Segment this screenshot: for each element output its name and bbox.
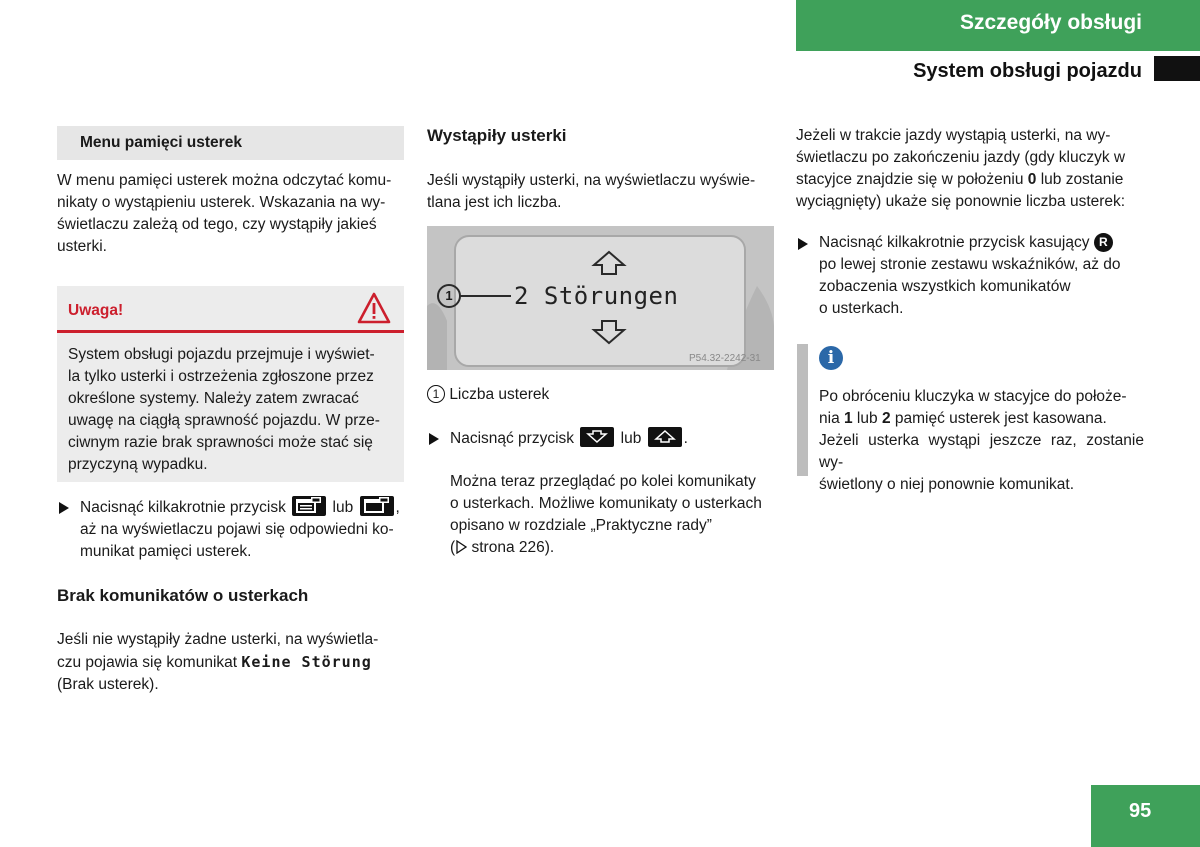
step-text: ,: [395, 499, 400, 516]
text-line: przyczyną wypadku.: [68, 456, 208, 473]
faults-intro: [427, 170, 774, 214]
reset-button-icon: R: [1094, 233, 1113, 252]
page-reference-arrow-icon: [455, 540, 467, 554]
text-line: świetlony o niej ponownie komunikat.: [819, 476, 1075, 493]
chapter-title: System obsługi pojazdu: [913, 60, 1142, 82]
no-faults-paragraph: [57, 629, 404, 696]
step-text: Nacisnąć kilkakrotnie przycisk kasujący: [819, 234, 1090, 251]
text-line: określone systemy. Należy zatem zwracać: [68, 390, 359, 407]
key-position: 1: [844, 410, 853, 427]
step-text: Nacisnąć przycisk: [450, 430, 575, 447]
figure-reference: P54.32-2242-31: [689, 353, 761, 364]
text-line: la tylko usterki i ostrzeżenia zgłoszone przez: [68, 368, 374, 385]
text-line: stacyjce znajdzie się w położeniu: [796, 171, 1028, 188]
info-icon: i: [819, 346, 843, 370]
text-line: (Brak usterek).: [57, 676, 159, 693]
section-tab: Szczegóły obsługi: [796, 0, 1200, 51]
text-line: [819, 408, 1144, 430]
text-line: [80, 496, 404, 519]
text-line: [819, 232, 1144, 254]
step-text: lub: [332, 499, 354, 516]
key-position: 2: [881, 410, 891, 427]
menu-heading: Menu pamięci usterek: [57, 126, 404, 160]
step-instruction: [819, 232, 1144, 320]
page-reference-link[interactable]: strona 226).: [471, 539, 555, 556]
text-line: świetlaczu po zakończeniu jazdy (gdy kluczyk w: [796, 149, 1126, 166]
chapter-marker: [1154, 56, 1200, 81]
text-line: nia: [819, 410, 844, 427]
warning-box: [57, 286, 404, 482]
text-line: Jeśli wystąpiły usterki, na wyświetlaczu wyświe-: [427, 172, 756, 189]
callout-number: 1: [445, 288, 453, 303]
text-line: Można teraz przeglądać po kolei komunikaty: [450, 473, 756, 490]
text-line: [796, 169, 1144, 191]
figure-legend: [427, 384, 774, 406]
step-bullet-icon: [429, 433, 439, 445]
text-line: opisano w rozdziale „Praktyczne rady”: [450, 517, 712, 534]
section-heading: Brak komunikatów o usterkach: [57, 586, 309, 605]
arrow-up-button-icon: [648, 427, 682, 447]
text-line: Jeśli nie wystąpiły żadne usterki, na wyświetla-: [57, 631, 379, 648]
step-text: Nacisnąć kilkakrotnie przycisk: [80, 499, 286, 516]
step-instruction: [80, 496, 404, 563]
legend-text: Liczba usterek: [449, 386, 550, 403]
text-line: uwagę na ciągłą sprawność pojazdu. W prze-: [68, 412, 380, 429]
text-line: zobaczenia wszystkich komunikatów: [819, 278, 1071, 295]
text-line: pamięć usterek jest kasowana.: [890, 410, 1107, 427]
display-message-code: Keine Störung: [241, 653, 372, 671]
text-line: [57, 651, 404, 674]
info-note: [819, 386, 1144, 496]
text-line: aż na wyświetlaczu pojawi się odpowiedni ko-: [80, 521, 394, 538]
browse-paragraph: [450, 471, 774, 559]
instrument-display-figure: [427, 226, 774, 370]
text-line: munikat pamięci usterek.: [80, 543, 252, 560]
text-line[interactable]: ( strona 226).: [450, 539, 555, 556]
step-text: lub: [620, 430, 642, 447]
text-line: System obsługi pojazdu przejmuje i wyświet-: [68, 346, 375, 363]
step-instruction: [450, 427, 774, 450]
section-heading: Wystąpiły usterki: [427, 126, 567, 145]
text-line: lub zostanie: [1036, 171, 1124, 188]
text-line: Po obróceniu kluczyka w stacyjce do położe-: [819, 388, 1127, 405]
key-position: 0: [1027, 171, 1037, 188]
prev-display-button-icon: [292, 496, 326, 516]
warning-title: Uwaga!: [68, 302, 124, 319]
text-line: świetlaczu zależą od tego, czy wystąpiły jakieś: [57, 216, 377, 233]
text-line: o usterkach. Możliwe komunikaty o usterkach: [450, 495, 762, 512]
journey-faults-paragraph: [796, 125, 1144, 213]
warning-text: [68, 344, 394, 476]
info-sidebar: [797, 344, 808, 476]
step-text: .: [683, 430, 688, 447]
warning-triangle-icon: [357, 292, 391, 324]
page-number: 95: [1091, 785, 1200, 847]
callout-number: 1: [427, 385, 445, 403]
next-display-button-icon: [360, 496, 394, 516]
text-line: ciwnym razie brak sprawności może stać się: [68, 434, 373, 451]
step-bullet-icon: [798, 238, 808, 250]
text-line: Jeżeli usterka wystąpi jeszcze raz, zostanie wy-: [819, 432, 1144, 471]
text-line: czu pojawia się komunikat: [57, 654, 238, 671]
text-line: po lewej stronie zestawu wskaźników, aż do: [819, 256, 1121, 273]
text-line: wyciągnięty) ukaże się ponownie liczba usterek:: [796, 193, 1126, 210]
warning-divider: [57, 330, 404, 333]
text-line: o usterkach.: [819, 300, 904, 317]
text-line: nikaty o wystąpieniu usterek. Wskazania na wy-: [57, 194, 386, 211]
text-line: Jeżeli w trakcie jazdy wystąpią usterki, na wy-: [796, 127, 1111, 144]
intro-paragraph: [57, 170, 404, 258]
text-line: usterki.: [57, 238, 107, 255]
display-message: 2 Störungen: [514, 282, 679, 310]
text-line: lub: [852, 410, 882, 427]
arrow-down-button-icon: [580, 427, 614, 447]
text-line: tlana jest ich liczba.: [427, 194, 562, 211]
text-line: W menu pamięci usterek można odczytać komu-: [57, 172, 392, 189]
step-bullet-icon: [59, 502, 69, 514]
